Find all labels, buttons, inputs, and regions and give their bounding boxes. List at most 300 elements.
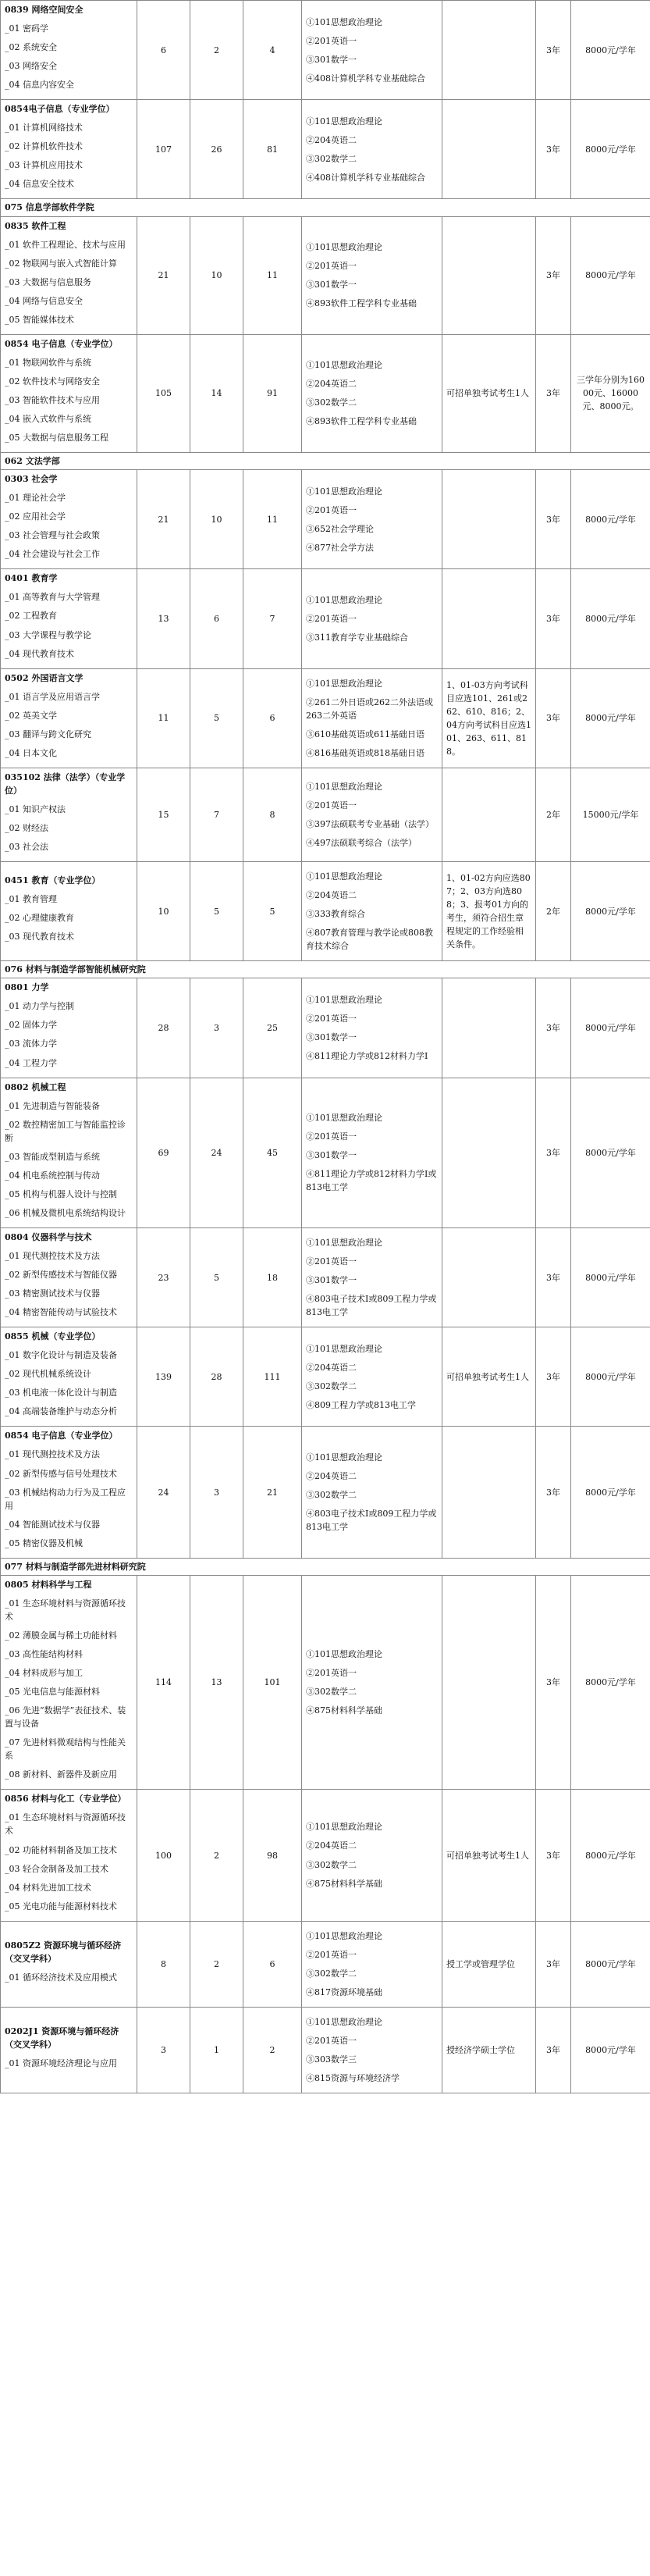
tuition-fee: 8000元/学年 xyxy=(571,862,650,961)
study-years: 2年 xyxy=(536,768,571,861)
research-direction: _02 工程教育 xyxy=(5,611,57,622)
total-quota: 105 xyxy=(137,334,190,452)
research-direction: _07 先进材料微观结构与性能关系 xyxy=(5,1737,126,1762)
tuition-fee: 8000元/学年 xyxy=(571,978,650,1078)
program-row xyxy=(1,862,650,961)
exam-subject: ③303数学三 xyxy=(306,2054,357,2065)
study-years: 3年 xyxy=(536,1921,571,2007)
program-row xyxy=(1,1427,650,1558)
exam-subject: ④811理论力学或812材料力学Ⅰ xyxy=(306,1051,428,1061)
college-header-row xyxy=(1,199,650,216)
remarks: 授工学或管理学位 xyxy=(442,1921,536,2007)
exam-subjects xyxy=(302,334,442,452)
program-title: 0451 教育（专业学位） xyxy=(5,875,101,886)
research-direction: _02 心理健康教育 xyxy=(5,913,74,924)
exam-subject: ①101思想政治理论 xyxy=(306,781,382,792)
exam-quota: 18 xyxy=(243,1227,302,1327)
exam-subjects xyxy=(302,100,442,199)
program-title: 0804 仪器科学与技术 xyxy=(5,1231,92,1242)
program-row xyxy=(1,1575,650,1790)
research-direction: _03 智能软件技术与应用 xyxy=(5,394,100,405)
research-direction: _01 生态环境材料与资源循环技术 xyxy=(5,1812,126,1837)
exam-subjects xyxy=(302,1427,442,1558)
exam-subjects xyxy=(302,1,442,100)
exam-subject: ②201英语一 xyxy=(306,1013,357,1024)
remarks xyxy=(442,470,536,569)
exam-subject: ③610基础英语或611基础日语 xyxy=(306,729,424,739)
total-quota: 13 xyxy=(137,569,190,668)
exam-subject: ②201英语一 xyxy=(306,2035,357,2046)
exam-quota: 8 xyxy=(243,768,302,861)
exam-subject: ①101思想政治理论 xyxy=(306,116,382,126)
program-cell xyxy=(1,569,137,668)
program-title: 0855 机械（专业学位） xyxy=(5,1331,101,1342)
exam-subject: ③397法硕联考专业基础（法学） xyxy=(306,818,434,829)
exam-subject: ②261二外日语或262二外法语或263二外英语 xyxy=(306,697,433,721)
total-quota: 15 xyxy=(137,768,190,861)
program-row xyxy=(1,334,650,452)
research-direction: _02 新型传感技术与智能仪器 xyxy=(5,1270,117,1281)
exempt-quota: 2 xyxy=(190,1921,243,2007)
exam-subject: ④875材料科学基础 xyxy=(306,1705,382,1716)
program-row xyxy=(1,1921,650,2007)
exempt-quota: 13 xyxy=(190,1575,243,1790)
exam-subjects xyxy=(302,569,442,668)
program-cell xyxy=(1,334,137,452)
study-years: 3年 xyxy=(536,1078,571,1227)
exam-subject: ③311教育学专业基础综合 xyxy=(306,632,408,643)
research-direction: _03 精密测试技术与仪器 xyxy=(5,1288,100,1299)
exam-subject: ①101思想政治理论 xyxy=(306,871,382,882)
research-direction: _05 机构与机器人设计与控制 xyxy=(5,1188,117,1199)
program-cell xyxy=(1,1575,137,1790)
remarks xyxy=(442,216,536,334)
program-row xyxy=(1,100,650,199)
research-direction: _01 现代测控技术及方法 xyxy=(5,1449,100,1460)
exempt-quota: 3 xyxy=(190,978,243,1078)
study-years: 3年 xyxy=(536,1327,571,1427)
exempt-quota: 10 xyxy=(190,216,243,334)
tuition-fee: 8000元/学年 xyxy=(571,1227,650,1327)
exam-subject: ④497法硕联考综合（法学） xyxy=(306,837,417,848)
exam-subject: ③302数学二 xyxy=(306,153,357,164)
exam-subject: ④811理论力学或812材料力学Ⅰ或813电工学 xyxy=(306,1169,437,1193)
research-direction: _04 高端装备维护与动态分析 xyxy=(5,1406,117,1417)
research-direction: _04 材料成形与加工 xyxy=(5,1668,83,1679)
exam-subjects xyxy=(302,470,442,569)
research-direction: _04 材料先进加工技术 xyxy=(5,1882,91,1893)
program-title: 0854 电子信息（专业学位） xyxy=(5,338,118,349)
exempt-quota: 6 xyxy=(190,569,243,668)
study-years: 3年 xyxy=(536,100,571,199)
tuition-fee: 8000元/学年 xyxy=(571,1078,650,1227)
exempt-quota: 14 xyxy=(190,334,243,452)
research-direction: _03 大学课程与教学论 xyxy=(5,629,91,640)
exam-subjects xyxy=(302,2007,442,2093)
remarks: 1、01-03方向考试科目应选101、261或262、610、816；2、04方向考试科目应选101、263、611、818。 xyxy=(442,668,536,768)
exam-quota: 6 xyxy=(243,1921,302,2007)
study-years: 3年 xyxy=(536,1790,571,1921)
program-title: 0856 材料与化工（专业学位） xyxy=(5,1794,126,1805)
remarks xyxy=(442,1427,536,1558)
remarks: 1、01-02方向应选807；2、03方向选808；3、报考01方向的考生，须符合招生章程规定的工作经验相关条件。 xyxy=(442,862,536,961)
program-cell xyxy=(1,668,137,768)
study-years: 3年 xyxy=(536,978,571,1078)
exam-subject: ③302数学二 xyxy=(306,397,357,408)
exam-quota: 45 xyxy=(243,1078,302,1227)
college-title: 077 材料与制造学部先进材料研究院 xyxy=(1,1558,650,1575)
tuition-fee: 8000元/学年 xyxy=(571,569,650,668)
tuition-fee: 8000元/学年 xyxy=(571,1327,650,1427)
total-quota: 21 xyxy=(137,216,190,334)
study-years: 3年 xyxy=(536,216,571,334)
total-quota: 107 xyxy=(137,100,190,199)
remarks xyxy=(442,1078,536,1227)
research-direction: _05 大数据与信息服务工程 xyxy=(5,433,108,444)
remarks: 可招单独考试考生1人 xyxy=(442,1327,536,1427)
exam-subject: ③301数学一 xyxy=(306,54,357,65)
research-direction: _01 现代测控技术及方法 xyxy=(5,1251,100,1261)
research-direction: _01 先进制造与智能装备 xyxy=(5,1100,100,1111)
research-direction: _05 精密仪器及机械 xyxy=(5,1537,83,1548)
college-title: 062 文法学部 xyxy=(1,453,650,470)
exam-subject: ③302数学二 xyxy=(306,1490,357,1501)
exam-subject: ②201英语一 xyxy=(306,35,357,46)
research-direction: _01 资源环境经济理论与应用 xyxy=(5,2058,117,2068)
remarks xyxy=(442,100,536,199)
program-row xyxy=(1,1,650,100)
program-cell xyxy=(1,978,137,1078)
exam-quota: 91 xyxy=(243,334,302,452)
research-direction: _03 轻合金制备及加工技术 xyxy=(5,1863,108,1874)
college-title: 076 材料与制造学部智能机械研究院 xyxy=(1,961,650,978)
exam-subject: ②201英语一 xyxy=(306,1668,357,1679)
program-title: 0805Z2 资源环境与循环经济（交叉学科） xyxy=(5,1940,122,1964)
program-cell xyxy=(1,1327,137,1427)
exam-subject: ①101思想政治理论 xyxy=(306,1648,382,1659)
research-direction: _01 知识产权法 xyxy=(5,803,66,814)
program-row xyxy=(1,1327,650,1427)
exam-subject: ①101思想政治理论 xyxy=(306,486,382,497)
exam-subject: ①101思想政治理论 xyxy=(306,1930,382,1941)
program-cell xyxy=(1,216,137,334)
exam-subject: ③302数学二 xyxy=(306,1687,357,1698)
program-title: 0835 软件工程 xyxy=(5,220,66,231)
program-title: 035102 法律（法学）（专业学位） xyxy=(5,771,126,796)
research-direction: _06 先进“数据学”表征技术、装置与设备 xyxy=(5,1705,126,1730)
research-direction: _04 日本文化 xyxy=(5,747,57,758)
program-row xyxy=(1,768,650,861)
remarks xyxy=(442,768,536,861)
exam-subject: ①101思想政治理论 xyxy=(306,994,382,1005)
total-quota: 3 xyxy=(137,2007,190,2093)
research-direction: _02 固体力学 xyxy=(5,1020,57,1031)
exempt-quota: 1 xyxy=(190,2007,243,2093)
research-direction: _03 网络安全 xyxy=(5,61,57,72)
exam-subjects xyxy=(302,1327,442,1427)
research-direction: _03 社会法 xyxy=(5,842,48,853)
exam-subject: ②201英语一 xyxy=(306,800,357,811)
research-direction: _02 新型传感与信号处理技术 xyxy=(5,1468,117,1479)
research-direction: _03 现代教育技术 xyxy=(5,932,74,942)
exam-subject: ②201英语一 xyxy=(306,1131,357,1142)
exam-subject: ②204英语二 xyxy=(306,890,357,901)
total-quota: 24 xyxy=(137,1427,190,1558)
exempt-quota: 2 xyxy=(190,1790,243,1921)
exam-quota: 98 xyxy=(243,1790,302,1921)
research-direction: _03 智能成型制造与系统 xyxy=(5,1151,100,1162)
research-direction: _03 大数据与信息服务 xyxy=(5,276,91,287)
exam-subject: ①101思想政治理论 xyxy=(306,1822,382,1833)
research-direction: _02 英美文学 xyxy=(5,710,57,721)
exam-subject: ④817资源环境基础 xyxy=(306,1986,382,1997)
program-cell xyxy=(1,1790,137,1921)
exempt-quota: 3 xyxy=(190,1427,243,1558)
total-quota: 11 xyxy=(137,668,190,768)
exam-subjects xyxy=(302,978,442,1078)
tuition-fee: 8000元/学年 xyxy=(571,668,650,768)
program-title: 0839 网络空间安全 xyxy=(5,5,83,15)
program-row xyxy=(1,216,650,334)
research-direction: _02 数控精密加工与智能监控诊断 xyxy=(5,1119,126,1143)
research-direction: _03 流体力学 xyxy=(5,1039,57,1049)
exempt-quota: 7 xyxy=(190,768,243,861)
exempt-quota: 5 xyxy=(190,668,243,768)
exam-subject: ②201英语一 xyxy=(306,261,357,272)
research-direction: _01 计算机网络技术 xyxy=(5,123,83,134)
program-cell xyxy=(1,1227,137,1327)
exam-subject: ③302数学二 xyxy=(306,1968,357,1979)
research-direction: _01 密码学 xyxy=(5,23,48,34)
exam-subjects xyxy=(302,1575,442,1790)
tuition-fee: 8000元/学年 xyxy=(571,216,650,334)
exam-subject: ③302数学二 xyxy=(306,1859,357,1870)
research-direction: _01 动力学与控制 xyxy=(5,1001,74,1012)
exam-subject: ④807教育管理与教学论或808教育技术综合 xyxy=(306,928,433,952)
research-direction: _04 嵌入式软件与系统 xyxy=(5,413,91,424)
research-direction: _01 生态环境材料与资源循环技术 xyxy=(5,1598,126,1622)
program-row xyxy=(1,1227,650,1327)
program-title: 0202J1 资源环境与循环经济（交叉学科） xyxy=(5,2026,119,2050)
program-row xyxy=(1,978,650,1078)
exam-subjects xyxy=(302,1921,442,2007)
exempt-quota: 26 xyxy=(190,100,243,199)
exempt-quota: 5 xyxy=(190,862,243,961)
research-direction: _06 机械及微机电系统结构设计 xyxy=(5,1207,126,1218)
exam-subject: ①101思想政治理论 xyxy=(306,594,382,605)
research-direction: _04 社会建设与社会工作 xyxy=(5,549,100,560)
exam-subjects xyxy=(302,1790,442,1921)
exempt-quota: 28 xyxy=(190,1327,243,1427)
tuition-fee: 三学年分别为16000元、16000元、8000元。 xyxy=(571,334,650,452)
exam-subject: ②201英语一 xyxy=(306,1949,357,1960)
exam-subjects xyxy=(302,768,442,861)
exam-subject: ①101思想政治理论 xyxy=(306,1343,382,1354)
study-years: 3年 xyxy=(536,334,571,452)
tuition-fee: 15000元/学年 xyxy=(571,768,650,861)
tuition-fee: 8000元/学年 xyxy=(571,1790,650,1921)
exam-subject: ④875材料科学基础 xyxy=(306,1878,382,1889)
research-direction: _01 高等教育与大学管理 xyxy=(5,592,100,603)
research-direction: _03 计算机应用技术 xyxy=(5,160,83,171)
total-quota: 114 xyxy=(137,1575,190,1790)
study-years: 3年 xyxy=(536,470,571,569)
remarks xyxy=(442,1227,536,1327)
study-years: 3年 xyxy=(536,1227,571,1327)
remarks: 可招单独考试考生1人 xyxy=(442,334,536,452)
research-direction: _04 机电系统控制与传动 xyxy=(5,1170,100,1181)
tuition-fee: 8000元/学年 xyxy=(571,1921,650,2007)
exam-subject: ②204英语二 xyxy=(306,1471,357,1482)
research-direction: _02 功能材料制备及加工技术 xyxy=(5,1844,117,1855)
research-direction: _04 现代教育技术 xyxy=(5,648,74,659)
remarks xyxy=(442,1575,536,1790)
program-cell xyxy=(1,862,137,961)
program-cell xyxy=(1,470,137,569)
tuition-fee: 8000元/学年 xyxy=(571,100,650,199)
exam-subject: ②204英语二 xyxy=(306,1840,357,1851)
total-quota: 21 xyxy=(137,470,190,569)
research-direction: _02 应用社会学 xyxy=(5,511,66,522)
exam-subject: ④408计算机学科专业基础综合 xyxy=(306,73,425,84)
exam-subject: ④893软件工程学科专业基础 xyxy=(306,416,417,427)
research-direction: _02 物联网与嵌入式智能计算 xyxy=(5,258,117,269)
total-quota: 28 xyxy=(137,978,190,1078)
program-title: 0854电子信息（专业学位） xyxy=(5,104,115,115)
research-direction: _03 社会管理与社会政策 xyxy=(5,530,100,541)
exam-subject: ②201英语一 xyxy=(306,504,357,515)
research-direction: _04 网络与信息安全 xyxy=(5,295,83,306)
college-header-row xyxy=(1,453,650,470)
program-row xyxy=(1,470,650,569)
exempt-quota: 5 xyxy=(190,1227,243,1327)
remarks: 可招单独考试考生1人 xyxy=(442,1790,536,1921)
program-row xyxy=(1,2007,650,2093)
total-quota: 23 xyxy=(137,1227,190,1327)
exam-quota: 11 xyxy=(243,216,302,334)
college-title: 075 信息学部软件学院 xyxy=(1,199,650,216)
exam-subject: ①101思想政治理论 xyxy=(306,1113,382,1124)
exam-subject: ②204英语二 xyxy=(306,134,357,145)
program-title: 0303 社会学 xyxy=(5,474,58,485)
research-direction: _01 数字化设计与制造及装备 xyxy=(5,1350,117,1361)
total-quota: 10 xyxy=(137,862,190,961)
program-cell xyxy=(1,1,137,100)
exam-quota: 4 xyxy=(243,1,302,100)
program-cell xyxy=(1,1427,137,1558)
exam-subject: ②201英语一 xyxy=(306,613,357,624)
research-direction: _01 教育管理 xyxy=(5,894,57,905)
study-years: 3年 xyxy=(536,1,571,100)
exempt-quota: 2 xyxy=(190,1,243,100)
exam-quota: 111 xyxy=(243,1327,302,1427)
program-row xyxy=(1,1078,650,1227)
program-cell xyxy=(1,768,137,861)
total-quota: 6 xyxy=(137,1,190,100)
exam-subject: ④809工程力学或813电工学 xyxy=(306,1399,416,1410)
study-years: 3年 xyxy=(536,2007,571,2093)
exam-subject: ①101思想政治理论 xyxy=(306,16,382,27)
total-quota: 100 xyxy=(137,1790,190,1921)
exam-subject: ①101思想政治理论 xyxy=(306,678,382,689)
program-title: 0854 电子信息（专业学位） xyxy=(5,1431,118,1441)
exam-subject: ③301数学一 xyxy=(306,1031,357,1042)
exam-subject: ④803电子技术Ⅰ或809工程力学或813电工学 xyxy=(306,1294,437,1318)
exam-subject: ④893软件工程学科专业基础 xyxy=(306,298,417,309)
remarks xyxy=(442,1,536,100)
exam-quota: 11 xyxy=(243,470,302,569)
exam-subject: ①101思想政治理论 xyxy=(306,360,382,371)
program-row xyxy=(1,668,650,768)
exam-subject: ④816基础英语或818基础日语 xyxy=(306,747,424,758)
exempt-quota: 24 xyxy=(190,1078,243,1227)
exam-subject: ②204英语二 xyxy=(306,1362,357,1373)
exam-subject: ①101思想政治理论 xyxy=(306,1452,382,1463)
tuition-fee: 8000元/学年 xyxy=(571,1575,650,1790)
research-direction: _03 机械结构动力行为及工程应用 xyxy=(5,1487,126,1511)
total-quota: 69 xyxy=(137,1078,190,1227)
tuition-fee: 8000元/学年 xyxy=(571,1427,650,1558)
research-direction: _01 理论社会学 xyxy=(5,493,66,504)
exam-subjects xyxy=(302,1078,442,1227)
exam-subject: ③652社会学理论 xyxy=(306,523,374,534)
exam-subject: ③301数学一 xyxy=(306,1275,357,1286)
study-years: 3年 xyxy=(536,1427,571,1558)
tuition-fee: 8000元/学年 xyxy=(571,2007,650,2093)
exam-subjects xyxy=(302,668,442,768)
exam-subject: ④408计算机学科专业基础综合 xyxy=(306,172,425,183)
research-direction: _05 智能媒体技术 xyxy=(5,314,74,325)
program-title: 0801 力学 xyxy=(5,982,49,993)
program-row xyxy=(1,1790,650,1921)
exam-subjects xyxy=(302,216,442,334)
exam-quota: 6 xyxy=(243,668,302,768)
program-title: 0401 教育学 xyxy=(5,573,58,584)
research-direction: _03 高性能结构材料 xyxy=(5,1648,83,1659)
exam-subject: ①101思想政治理论 xyxy=(306,1237,382,1248)
research-direction: _01 语言学及应用语言学 xyxy=(5,691,100,702)
research-direction: _04 精密智能传动与试验技术 xyxy=(5,1307,117,1318)
exam-subject: ④815资源与环境经济学 xyxy=(306,2073,400,2084)
research-direction: _08 新材料、新器件及新应用 xyxy=(5,1769,117,1780)
exam-quota: 2 xyxy=(243,2007,302,2093)
research-direction: _02 系统安全 xyxy=(5,42,57,53)
research-direction: _03 机电液一体化设计与制造 xyxy=(5,1388,117,1398)
tuition-fee: 8000元/学年 xyxy=(571,470,650,569)
remarks xyxy=(442,978,536,1078)
research-direction: _01 软件工程理论、技术与应用 xyxy=(5,239,126,250)
research-direction: _03 翻译与跨文化研究 xyxy=(5,729,91,739)
research-direction: _04 智能测试技术与仪器 xyxy=(5,1519,100,1530)
exam-subject: ①101思想政治理论 xyxy=(306,242,382,253)
study-years: 3年 xyxy=(536,569,571,668)
college-header-row xyxy=(1,1558,650,1575)
exam-subject: ④803电子技术Ⅰ或809工程力学或813电工学 xyxy=(306,1509,437,1533)
exam-subjects xyxy=(302,862,442,961)
exam-quota: 5 xyxy=(243,862,302,961)
research-direction: _05 光电信息与能源材料 xyxy=(5,1687,100,1698)
research-direction: _02 现代机械系统设计 xyxy=(5,1369,91,1380)
program-cell xyxy=(1,1078,137,1227)
exam-subjects xyxy=(302,1227,442,1327)
exam-quota: 25 xyxy=(243,978,302,1078)
tuition-fee: 8000元/学年 xyxy=(571,1,650,100)
remarks: 授经济学硕士学位 xyxy=(442,2007,536,2093)
research-direction: _02 软件技术与网络安全 xyxy=(5,376,100,387)
college-header-row xyxy=(1,961,650,978)
program-cell xyxy=(1,2007,137,2093)
remarks xyxy=(442,569,536,668)
